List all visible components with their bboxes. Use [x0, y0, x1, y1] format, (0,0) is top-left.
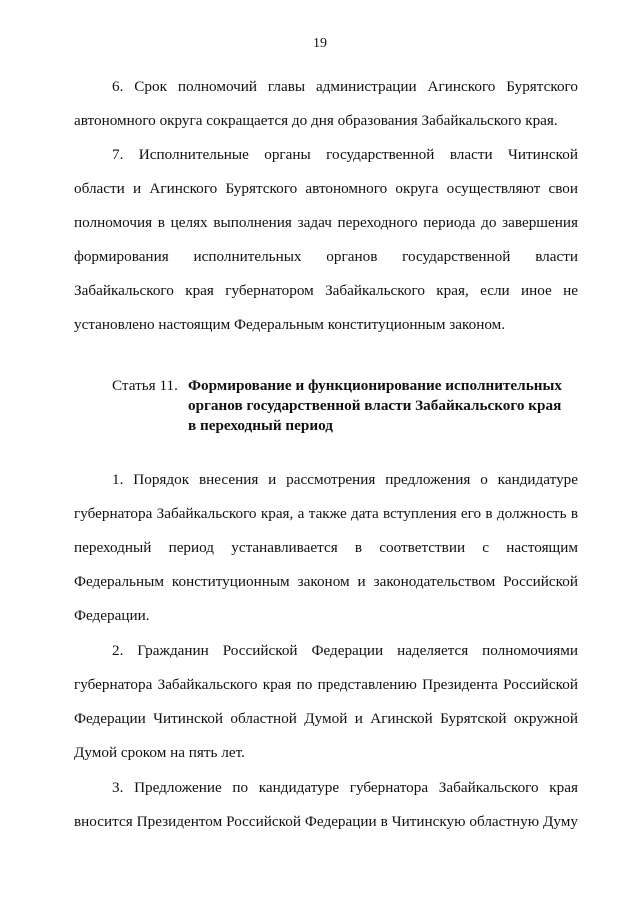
article-title: [188, 376, 568, 436]
article-label: Статья 11.: [112, 377, 178, 394]
text-line: вносится Президентом Российской Федерации в Читинскую областную Думу: [74, 813, 578, 830]
article-heading: [112, 376, 582, 436]
text-line: Федерации.: [74, 607, 150, 624]
text-line: Думой сроком на пять лет.: [74, 744, 245, 761]
text-line: губернатора Забайкальского края, а также дата вступления его в должность в: [74, 505, 578, 522]
article-title-line: в переходный период: [188, 417, 333, 434]
paragraph-7: [74, 138, 578, 342]
text-line: области и Агинского Бурятского автономного округа осуществляют свои: [74, 180, 578, 197]
text-line: 7. Исполнительные органы государственной власти Читинской: [112, 146, 578, 163]
text-line: формирования исполнительных органов государственной власти: [74, 248, 578, 265]
text-line: губернатора Забайкальского края по представлению Президента Российской: [74, 676, 578, 693]
text-line: полномочия в целях выполнения задач переходного периода до завершения: [74, 214, 578, 231]
article-title-line: Формирование и функционирование исполнительных: [188, 377, 562, 394]
text-line: установлено настоящим Федеральным конституционным законом.: [74, 316, 506, 333]
text-line: Федерации Читинской областной Думой и Агинской Бурятской окружной: [74, 710, 578, 727]
article-title-line: органов государственной власти Забайкальского края: [188, 397, 562, 414]
text-line: 1. Порядок внесения и рассмотрения предложения о кандидатуре: [112, 471, 578, 488]
text-line: 6. Срок полномочий главы администрации Агинского Бурятского: [112, 78, 578, 95]
text-line: автономного округа сокращается до дня образования Забайкальского края.: [74, 112, 558, 129]
text-line: 2. Гражданин Российской Федерации наделяется полномочиями: [112, 642, 578, 659]
text-line: переходный период устанавливается в соответствии с настоящим: [74, 539, 578, 556]
text-line: Забайкальского края губернатором Забайкальского края, если иное не: [74, 282, 578, 299]
article-item-2: [74, 634, 578, 770]
page-number: 19: [313, 36, 327, 51]
article-item-3: [74, 771, 578, 839]
text-line: 3. Предложение по кандидатуре губернатора Забайкальского края: [112, 779, 578, 796]
paragraph-6: [74, 70, 578, 138]
text-line: Федеральным конституционным законом и законодательством Российской: [74, 573, 578, 590]
article-item-1: [74, 463, 578, 633]
